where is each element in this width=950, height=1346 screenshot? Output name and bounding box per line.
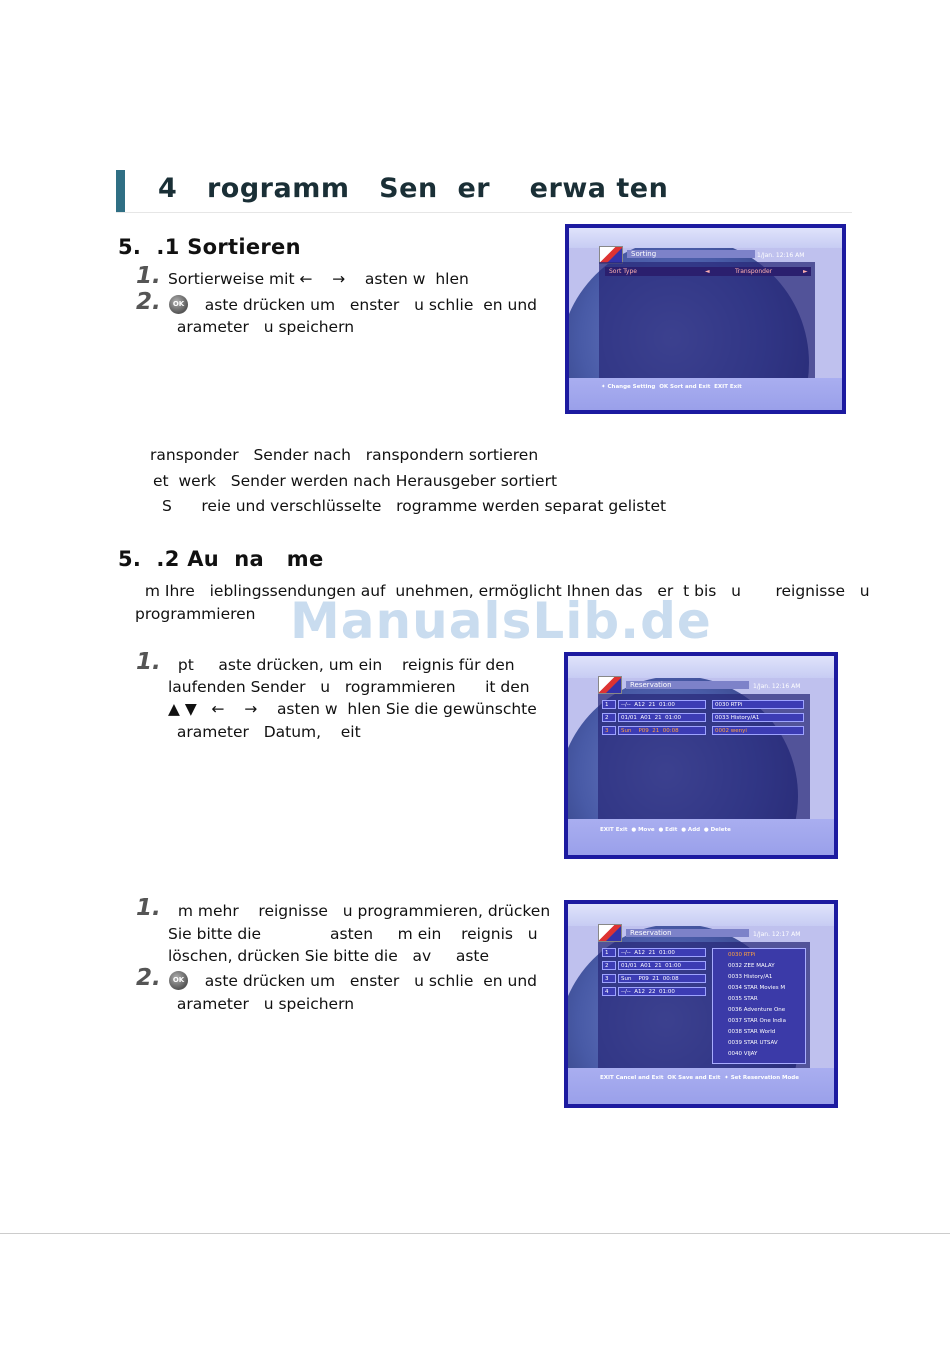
ok-button-icon: OK	[169, 295, 188, 314]
step-number: 1.	[136, 895, 161, 921]
reservation-index: 4	[602, 987, 616, 996]
step-text: m mehr reignisse u programmieren, drücken	[168, 902, 551, 920]
screen-bottom-bar	[568, 819, 834, 855]
screen-footer-hints: EXIT Cancel and Exit OK Save and Exit ✦ Set Reservation Mode	[600, 1075, 799, 1081]
channel-list-item: 0030 RTPi	[728, 952, 756, 958]
step-text: arameter u speichern	[172, 318, 355, 336]
screen-clock: 1/Jan. 12:16 AM	[753, 683, 801, 690]
reservation-channel: 0033 History/A1	[712, 713, 804, 722]
tv-screenshot-reservation-edit	[564, 900, 838, 1108]
screen-top-bar	[568, 656, 834, 678]
reservation-index: 3	[602, 974, 616, 983]
screen-top-bar	[569, 228, 842, 248]
option-description: S reie und verschlüsselte rogramme werden separat gelistet	[162, 497, 667, 515]
step-text: aste drücken um enster u schlie en und	[190, 296, 538, 314]
reservation-datetime: --/-- A12 22 01:00	[618, 987, 706, 996]
step-text: pt aste drücken, um ein reignis für den	[168, 656, 515, 674]
screen-top-bar	[568, 904, 834, 926]
step-number: 1.	[136, 649, 161, 675]
channel-list-item: 0036 Adventure One	[728, 1007, 786, 1013]
tv-screenshot-reservation-list	[564, 652, 838, 859]
section-heading-sorting: 5. .1 Sortieren	[118, 235, 301, 259]
channel-list-item: 0033 History/A1	[728, 974, 773, 980]
step-text: ▲ ▼ ← → asten w hlen Sie die gewünschte	[168, 700, 537, 718]
channel-list-item: 0038 STAR World	[728, 1029, 776, 1035]
option-description: et werk Sender werden nach Herausgeber sortiert	[153, 472, 558, 490]
step-text: arameter u speichern	[172, 995, 355, 1013]
sort-type-row	[605, 267, 811, 276]
intro-text: programmieren	[135, 605, 256, 623]
reservation-datetime: Sun P09 21 00:08	[618, 726, 706, 735]
channel-list-item: 0037 STAR One India	[728, 1018, 786, 1024]
step-text: Sortierweise mit ← → asten w hlen	[168, 270, 469, 288]
footer-divider	[0, 1233, 950, 1234]
step-number: 1.	[136, 263, 161, 289]
watermark: ManualsLib.de	[290, 592, 712, 650]
reservation-index: 2	[602, 713, 616, 722]
reservation-index: 1	[602, 948, 616, 957]
screen-clock: 1/Jan. 12:17 AM	[753, 931, 801, 938]
screen-bottom-bar	[569, 378, 842, 410]
reservation-index: 3	[602, 726, 616, 735]
sort-type-label: Sort Type	[609, 268, 637, 275]
arrow-right-icon: ►	[803, 268, 808, 275]
step-text: Sie bitte die asten m ein reignis u	[168, 925, 538, 943]
screen-title: Sorting	[627, 250, 755, 258]
step-text: arameter Datum, eit	[172, 723, 361, 741]
channel-list-item: 0034 STAR Movies M	[728, 985, 786, 991]
screen-clock: 1/Jan. 12:16 AM	[757, 252, 805, 259]
page-title: 4 rogramm Sen er erwa ten	[158, 173, 669, 204]
logo-icon	[598, 676, 622, 694]
reservation-channel: 0030 RTPi	[712, 700, 804, 709]
channel-list-item: 0040 VIJAY	[728, 1051, 758, 1057]
step-number: 2.	[136, 965, 161, 991]
step-text: aste drücken um enster u schlie en und	[190, 972, 538, 990]
screen-footer-hints: EXIT Exit ● Move ● Edit ● Add ● Delete	[600, 827, 731, 833]
logo-icon	[598, 924, 622, 942]
reservation-datetime: Sun P09 21 00:08	[618, 974, 706, 983]
reservation-datetime: 01/01 A01 21 01:00	[618, 713, 706, 722]
screen-title: Reservation	[626, 929, 749, 937]
screen-title: Reservation	[626, 681, 749, 689]
tv-screenshot-sorting	[565, 224, 846, 414]
screen-panel	[599, 262, 815, 380]
reservation-datetime: --/-- A12 21 01:00	[618, 700, 706, 709]
channel-list-item: 0032 ZEE MALAY	[728, 963, 775, 969]
step-text: löschen, drücken Sie bitte die av aste	[168, 947, 490, 965]
sort-type-value: Transponder	[735, 268, 773, 275]
step-text: laufenden Sender u rogrammieren it den	[168, 678, 530, 696]
channel-list-item: 0039 STAR UTSAV	[728, 1040, 778, 1046]
header-divider	[116, 212, 852, 213]
channel-list-item: 0035 STAR	[728, 996, 758, 1002]
arrow-left-icon: ◄	[705, 268, 710, 275]
reservation-datetime: --/-- A12 21 01:00	[618, 948, 706, 957]
reservation-datetime: 01/01 A01 21 01:00	[618, 961, 706, 970]
header-accent-bar	[116, 170, 125, 213]
section-heading-recording: 5. .2 Au na me	[118, 547, 324, 571]
reservation-channel: 0002 wenyi	[712, 726, 804, 735]
reservation-index: 2	[602, 961, 616, 970]
reservation-index: 1	[602, 700, 616, 709]
ok-button-icon: OK	[169, 971, 188, 990]
intro-text: m Ihre ieblingssendungen auf unehmen, ermöglicht Ihnen das er t bis u reignisse u	[135, 582, 870, 600]
screen-footer-hints: ✦ Change Setting OK Sort and Exit EXIT Exit	[601, 384, 742, 390]
screen-bottom-bar	[568, 1068, 834, 1104]
step-number: 2.	[136, 289, 161, 315]
option-description: ransponder Sender nach ranspondern sortieren	[150, 446, 539, 464]
